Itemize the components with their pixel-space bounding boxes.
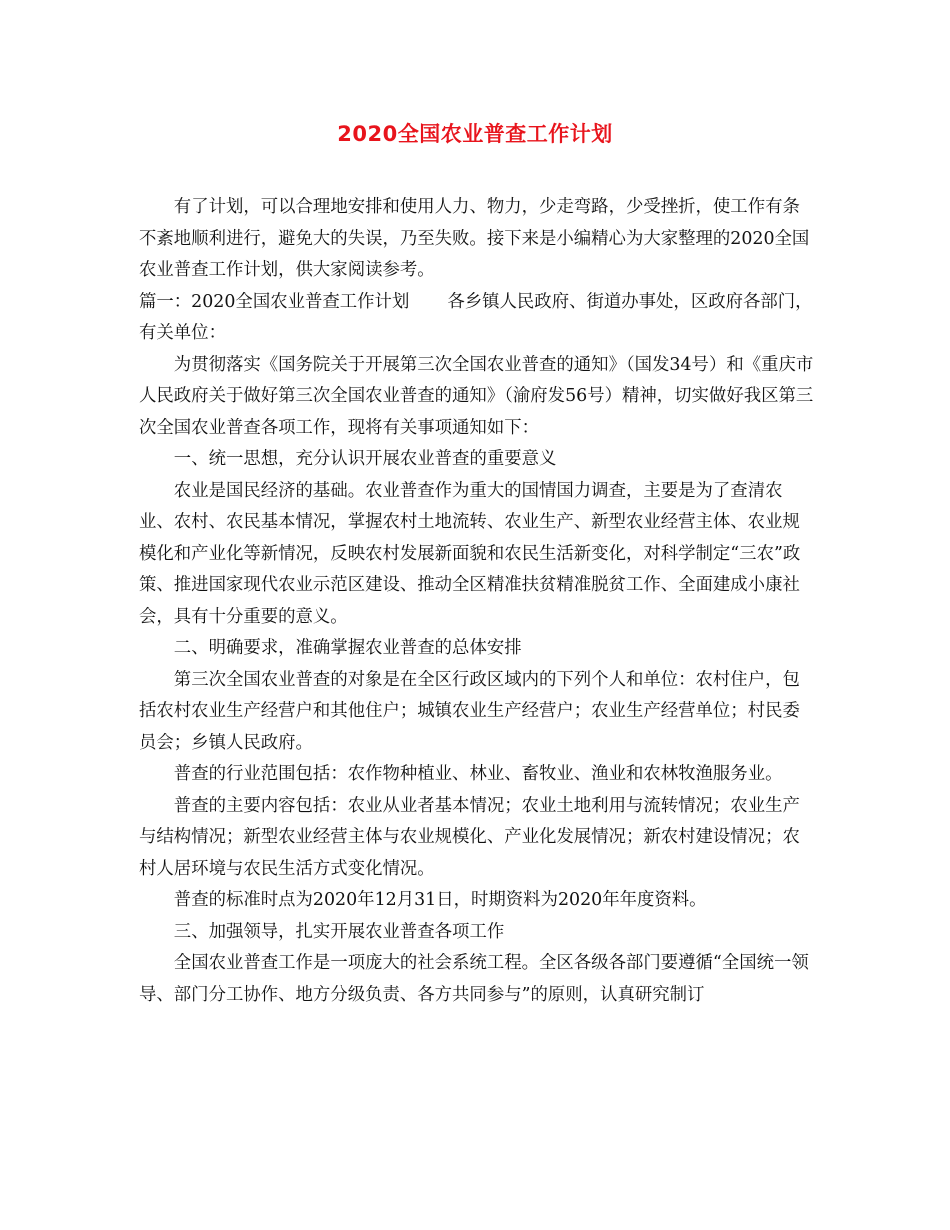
notice-paragraph: 为贯彻落实《国务院关于开展第三次全国农业普查的通知》（国发34号）和《重庆市人民政府关于做好第三次全国农业普查的通知》（渝府发56号）精神，切实做好我区第三次全国农业普查各项工作，现将有关事项通知如下： bbox=[139, 354, 814, 438]
paragraph-main-content: 普查的主要内容包括：农业从业者基本情况；农业土地利用与流转情况；农业生产与结构情况；新型农业经营主体与农业规模化、产业化发展情况；新农村建设情况；农村人居环境与农民生活方式变化情况。 bbox=[139, 795, 800, 879]
paragraph-system-engineering: 全国农业普查工作是一项庞大的社会系统工程。全区各级各部门要遵循“全国统一领导、部门分工协作、地方分级负责、各方共同参与”的原则，认真研究制订 bbox=[139, 953, 809, 1005]
heading-one: 一、统一思想，充分认识开展农业普查的重要意义 bbox=[173, 449, 557, 469]
paragraph-industry-scope: 普查的行业范围包括：农作物种植业、林业、畜牧业、渔业和农林牧渔服务业。 bbox=[173, 764, 783, 784]
document-title: 2020全国农业普查工作计划 bbox=[337, 122, 613, 146]
paragraph-census-objects: 第三次全国农业普查的对象是在全区行政区域内的下列个人和单位：农村住户，包括农村农业生产经营户和其他住户；城镇农业生产经营户；农业生产经营单位；村民委员会；乡镇人民政府。 bbox=[139, 669, 800, 753]
paragraph-significance: 农业是国民经济的基础。农业普查作为重大的国情国力调查，主要是为了查清农业、农村、农民基本情况，掌握农村土地流转、农业生产、新型农业经营主体、农业规模化和产业化等新情况，反映农村发展新面貌和农民生活新变化，对科学制定“三农”政策、推进国家现代农业示范区建设、推动全区精准扶贫精准脱贫工作、全面建成小康社会，具有十分重要的意义。 bbox=[139, 480, 801, 627]
heading-three: 三、加强领导，扎实开展农业普查各项工作 bbox=[173, 921, 505, 942]
paragraph-standard-time: 普查的标准时点为2020年12月31日，时期资料为2020年年度资料。 bbox=[173, 890, 707, 910]
section-heading: 篇一：2020全国农业普查工作计划 bbox=[139, 291, 410, 312]
section-heading-line bbox=[139, 287, 815, 350]
document-body bbox=[139, 192, 815, 1011]
addressees: 各乡镇人民政府、街道办事处，区政府各部门，有关单位： bbox=[139, 291, 813, 343]
intro-paragraph: 有了计划，可以合理地安排和使用人力、物力，少走弯路，少受挫折，使工作有条不紊地顺利进行，避免大的失误，乃至失败。接下来是小编精心为大家整理的2020全国农业普查工作计划，供大家阅读参考。 bbox=[139, 197, 810, 280]
heading-two: 二、明确要求，准确掌握农业普查的总体安排 bbox=[173, 638, 522, 658]
